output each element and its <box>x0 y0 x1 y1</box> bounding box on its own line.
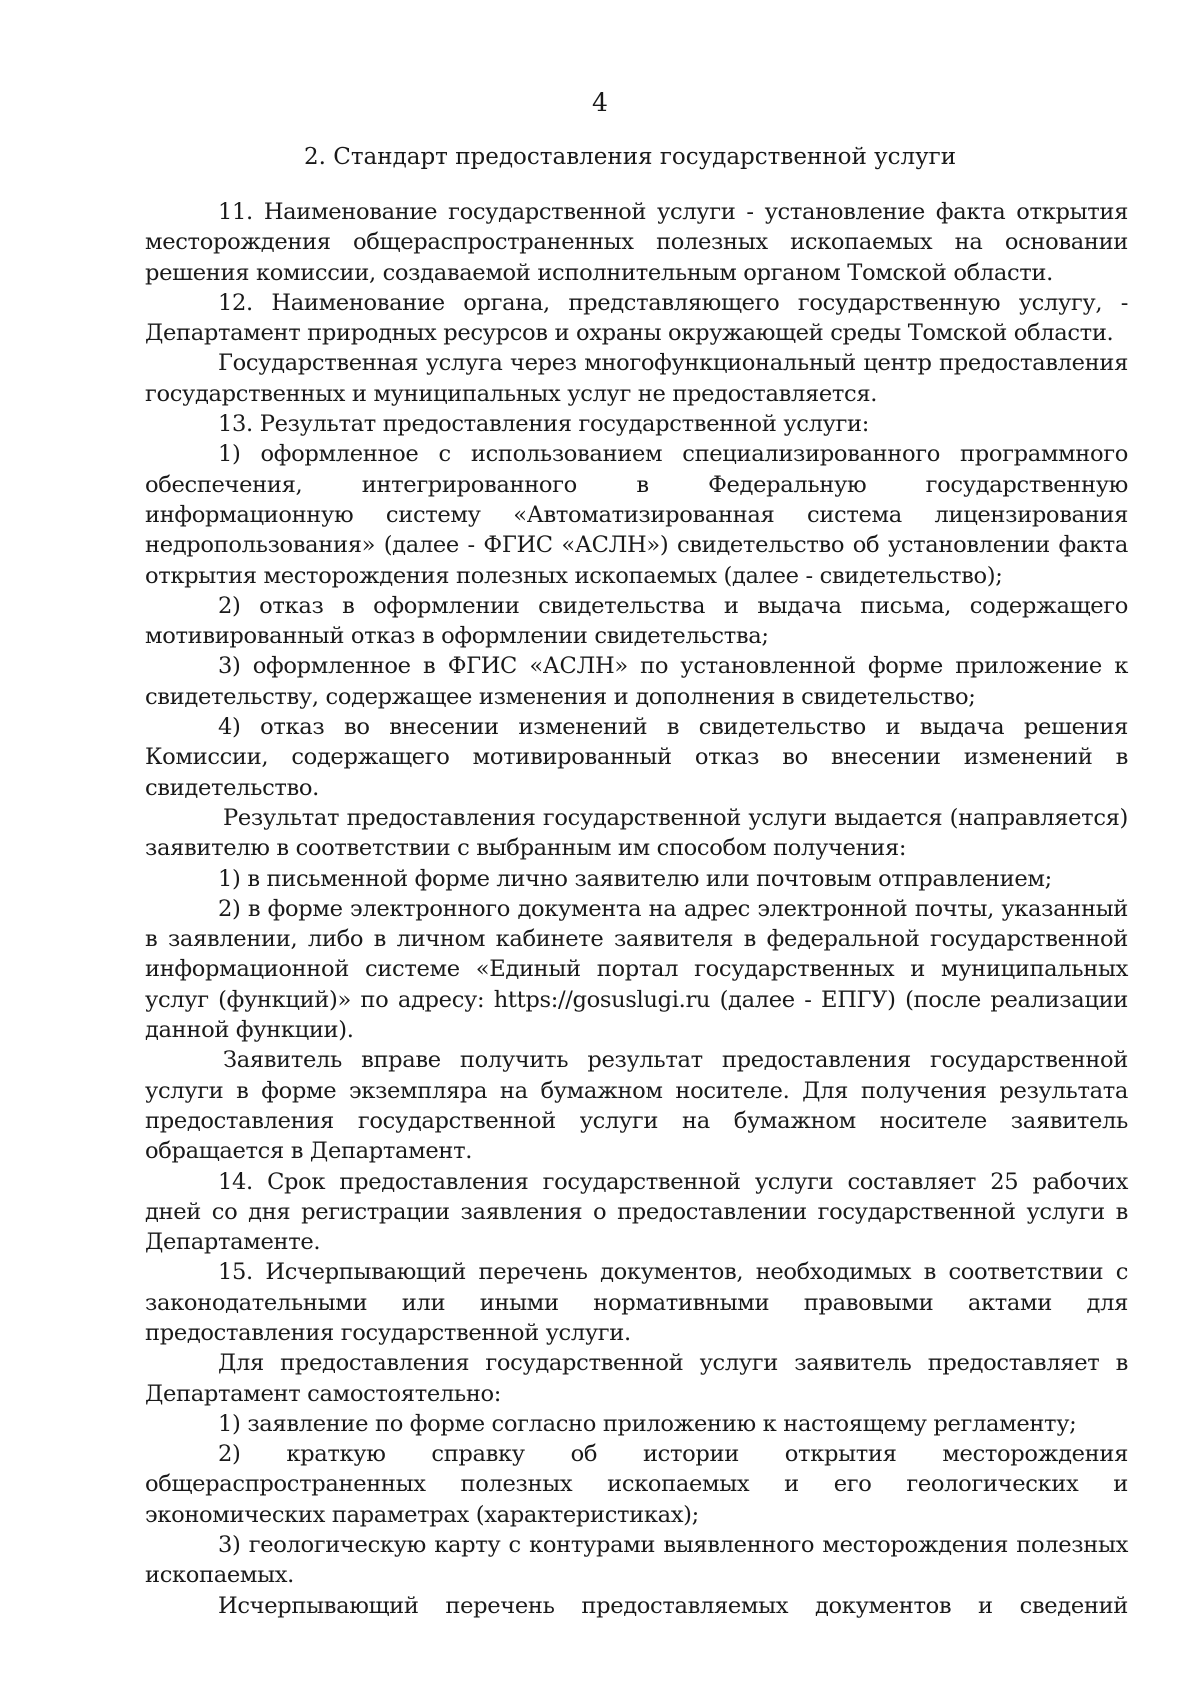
paragraph-item-12: 12. Наименование органа, представляющего государственную услугу, - Департамент природных ресурсов и охраны окружающей среды Томской области. <box>145 289 1128 347</box>
paragraph-delivery-2: 2) в форме электронного документа на адрес электронной почты, указанный в заявлении, либо в личном кабинете заявителя в федеральной государственной информационной системе «Единый портал государственных и муниципальных услуг (функций)» по адресу: https://gosuslugi.ru (далее - ЕПГУ) (после реализации данной функции). <box>145 895 1128 1044</box>
paragraph-delivery-1: 1) в письменной форме лично заявителю или почтовым отправлением; <box>218 865 1052 892</box>
paragraph-result-2: 2) отказ в оформлении свидетельства и выдача письма, содержащего мотивированный отказ в оформлении свидетельства; <box>145 592 1128 650</box>
paragraph-exhaustive-list: Исчерпывающий перечень предоставляемых документов и сведений <box>218 1592 1128 1619</box>
paragraph-document-3: 3) геологическую карту с контурами выявленного месторождения полезных ископаемых. <box>145 1532 1128 1589</box>
paragraph-mfc-note: Государственная услуга через многофункциональный центр предоставления государственных и муниципальных услуг не предоставляется. <box>145 350 1128 407</box>
paragraph-result-3: 3) оформленное в ФГИС «АСЛН» по установленной форме приложение к свидетельству, содержащее изменения и дополнения в свидетельство; <box>145 653 1128 710</box>
paragraph-paper-copy: Заявитель вправе получить результат предоставления государственной услуги в форме экземпляра на бумажном носителе. Для получения результата предоставления государственной услуги на бумажном носителе заявитель обращается в Департамент. <box>145 1047 1128 1165</box>
paragraph-result-1: 1) оформленное с использованием специализированного программного обеспечения, интегрированного в Федеральную государственную информационную систему «Автоматизированная система лицензирования недропользования» (далее - ФГИС «АСЛН») свидетельство об установлении факта открытия месторождения полезных ископаемых (далее - свидетельство); <box>145 441 1128 589</box>
section-title: 2. Стандарт предоставления государственной услуги <box>303 144 957 170</box>
paragraph-document-2: 2) краткую справку об истории открытия месторождения общераспространенных полезных ископаемых и его геологических и экономических параметрах (характеристиках); <box>145 1441 1128 1528</box>
paragraph-result-4: 4) отказ во внесении изменений в свидетельство и выдача решения Комиссии, содержащего мотивированный отказ во внесении изменений в свидетельство. <box>145 714 1128 801</box>
paragraph-document-1: 1) заявление по форме согласно приложению к настоящему регламенту; <box>218 1410 1077 1437</box>
page-number: 4 <box>592 88 608 117</box>
paragraph-item-15: 15. Исчерпывающий перечень документов, необходимых в соответствии с законодательными или иными нормативными правовыми актами для предоставления государственной услуги. <box>145 1259 1128 1346</box>
paragraph-documents-intro: Для предоставления государственной услуги заявитель предоставляет в Департамент самостоятельно: <box>145 1350 1128 1407</box>
paragraph-item-13: 13. Результат предоставления государственной услуги: <box>218 411 869 438</box>
paragraph-result-delivery: Результат предоставления государственной услуги выдается (направляется) заявителю в соответствии с выбранным им способом получения: <box>145 804 1128 862</box>
paragraph-item-14: 14. Срок предоставления государственной услуги составляет 25 рабочих дней со дня регистрации заявления о предоставлении государственной услуги в Департаменте. <box>145 1168 1128 1256</box>
body-text <box>145 197 1128 1621</box>
paragraph-item-11: 11. Наименование государственной услуги - установление факта открытия месторождения общераспространенных полезных ископаемых на основании решения комиссии, создаваемой исполнительным органом Томской области. <box>145 199 1128 286</box>
